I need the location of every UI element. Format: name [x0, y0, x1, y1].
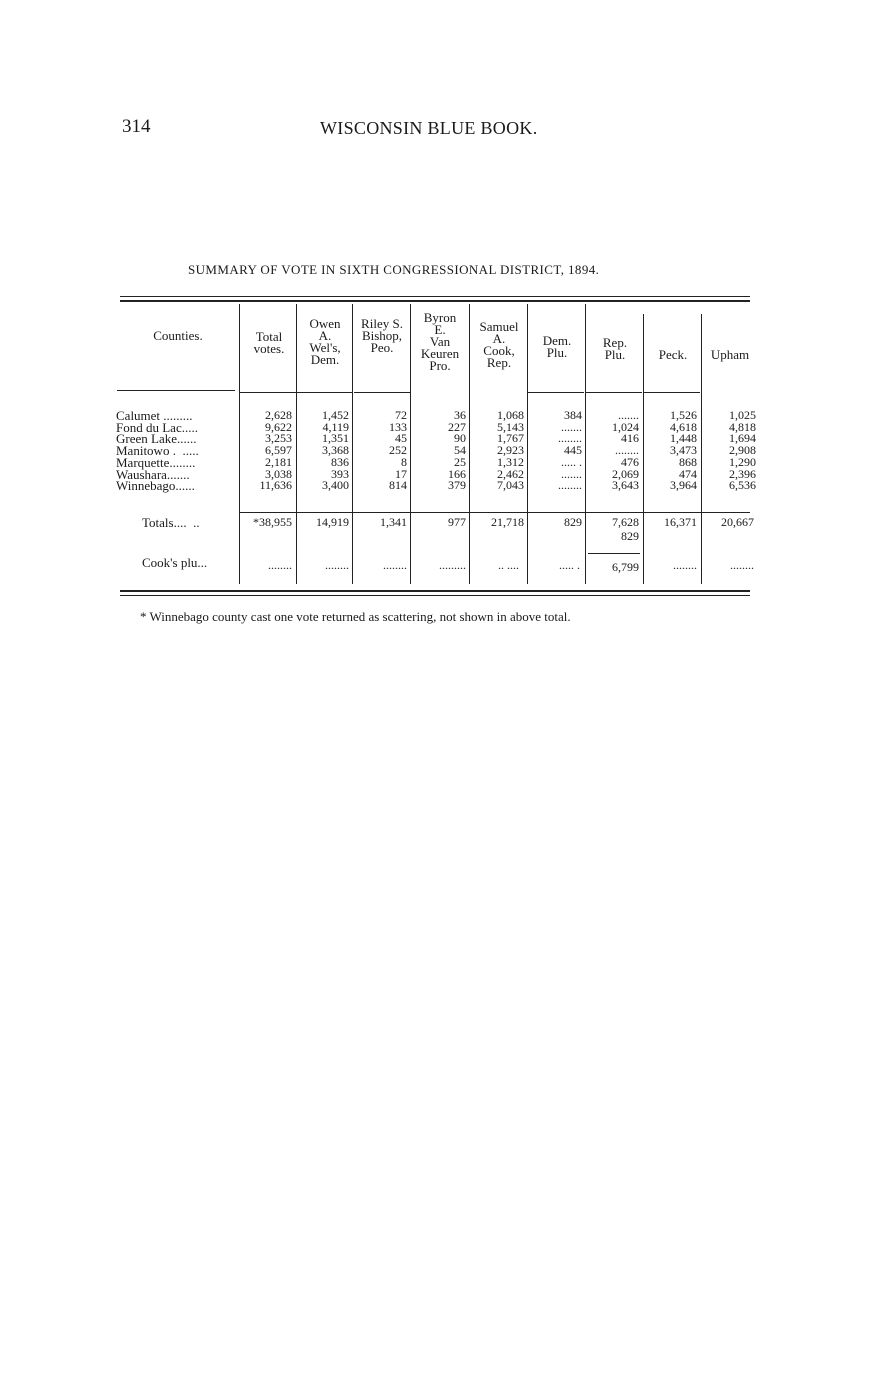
- table-cell-rep-plu: 416: [621, 431, 639, 446]
- county-name: Winnebago......: [116, 478, 195, 494]
- table-cell-samuel: 2,923: [497, 443, 524, 458]
- table-bottom-rule-2: [120, 595, 750, 596]
- rep-plu-sub-rule: [588, 553, 640, 554]
- table-cell-owen: 836: [331, 454, 349, 469]
- header-samuel: Samuel A. Cook, Rep.: [479, 319, 519, 370]
- table-cell-upham: 1,694: [729, 431, 756, 446]
- table-cell-owen: 3,368: [322, 443, 349, 458]
- table-cell-owen: 1,351: [322, 431, 349, 446]
- table-cell-samuel: 5,143: [497, 419, 524, 434]
- header-upham: Upham: [710, 347, 750, 362]
- county-name: Calumet .........: [116, 408, 193, 423]
- totals-upham: 20,667: [721, 515, 754, 529]
- county-name: Waushara.......: [116, 466, 190, 482]
- table-cell-samuel: 2,462: [497, 466, 524, 481]
- header-rule: [586, 392, 642, 393]
- table-cell-total: 2,628: [265, 408, 292, 422]
- table-cell-upham: 1,290: [729, 454, 756, 469]
- page-number: 314: [122, 116, 151, 137]
- table-cell-upham: 6,536: [729, 478, 756, 493]
- table-cell-upham: 1,025: [729, 408, 756, 422]
- cooks-plu-dem-plu: ..... .: [559, 558, 580, 572]
- table-cell-riley: 8: [401, 454, 407, 469]
- table-cell-samuel: 7,043: [497, 478, 524, 493]
- table-cell-rep-plu: 3,643: [612, 478, 639, 493]
- table-cell-total: 6,597: [265, 443, 292, 458]
- cooks-plu-riley: ........: [383, 558, 407, 572]
- totals-riley: 1,341: [380, 515, 407, 529]
- header-rule: [354, 392, 410, 393]
- county-name: Green Lake......: [116, 431, 197, 447]
- table-cell-total: 2,181: [265, 454, 292, 469]
- county-name: Fond du Lac.....: [116, 419, 198, 435]
- table-cell-upham: 2,396: [729, 466, 756, 481]
- cooks-plu-label: Cook's plu...: [142, 555, 208, 570]
- table-cell-byron: 379: [448, 478, 466, 493]
- county-name: Manitowo . .....: [116, 443, 199, 459]
- table-cell-dem-plu: ........: [558, 431, 582, 446]
- totals-total: *38,955: [253, 515, 292, 529]
- table-cell-rep-plu: .......: [618, 408, 639, 422]
- cooks-plu-owen: ........: [325, 558, 349, 572]
- table-cell-owen: 4,119: [322, 419, 349, 434]
- table-cell-byron: 90: [454, 431, 466, 446]
- table-cell-riley: 72: [395, 408, 407, 422]
- totals-samuel: 21,718: [491, 515, 524, 529]
- table-top-rule-2: [120, 300, 750, 302]
- cooks-plu-byron: .........: [439, 558, 466, 572]
- header-rule: [240, 392, 302, 393]
- totals-owen: 14,919: [316, 515, 349, 529]
- table-cell-dem-plu: 384: [564, 408, 582, 422]
- header-counties: Counties.: [153, 328, 203, 343]
- table-cell-dem-plu: ........: [558, 478, 582, 493]
- table-cell-byron: 166: [448, 466, 466, 481]
- table-cell-peck: 4,618: [670, 419, 697, 434]
- table-cell-byron: 54: [454, 443, 466, 458]
- cooks-plu-samuel: .. ....: [498, 558, 519, 572]
- totals-rule: [240, 512, 750, 513]
- table-bottom-rule: [120, 590, 750, 592]
- totals-dem-plu: 829: [564, 515, 582, 529]
- header-riley: Riley S. Bishop, Peo.: [361, 316, 403, 355]
- table-cell-riley: 45: [395, 431, 407, 446]
- table-cell-rep-plu: 476: [621, 454, 639, 469]
- table-cell-peck: 474: [679, 466, 697, 481]
- county-name: Marquette........: [116, 454, 196, 470]
- table-top-rule: [120, 296, 750, 297]
- header-rule: [528, 392, 584, 393]
- table-cell-dem-plu: .......: [561, 466, 582, 481]
- table-cell-upham: 4,818: [729, 419, 756, 434]
- table-cell-peck: 3,473: [670, 443, 697, 458]
- cooks-plu-upham: ........: [730, 558, 754, 572]
- totals-label: Totals.... ..: [142, 515, 200, 530]
- table-cell-riley: 133: [389, 419, 407, 434]
- table-cell-peck: 868: [679, 454, 697, 469]
- totals-byron: 977: [448, 515, 466, 529]
- table-cell-riley: 17: [395, 466, 407, 481]
- totals-rep-plu-minus: 829: [621, 529, 639, 543]
- table-cell-dem-plu: .......: [561, 419, 582, 434]
- table-cell-rep-plu: 1,024: [612, 419, 639, 434]
- table-cell-dem-plu: 445: [564, 443, 582, 458]
- totals-rep-plu: 7,628: [612, 515, 639, 529]
- table-cell-peck: 3,964: [670, 478, 697, 493]
- footnote: * Winnebago county cast one vote returned as scattering, not shown in above total.: [140, 609, 571, 624]
- header-rule: [117, 390, 235, 391]
- table-cell-riley: 252: [389, 443, 407, 458]
- header-dem-plu: Dem. Plu.: [542, 333, 572, 360]
- cooks-plu-rep-plu: 6,799: [612, 560, 639, 574]
- table-title: SUMMARY OF VOTE IN SIXTH CONGRESSIONAL DISTRICT, 1894.: [188, 262, 600, 277]
- table-cell-owen: 393: [331, 466, 349, 481]
- table-cell-rep-plu: 2,069: [612, 466, 639, 481]
- table-cell-byron: 227: [448, 419, 466, 434]
- header-byron: Byron E. Van Keuren Pro.: [420, 310, 460, 373]
- header-total-votes: Total votes.: [253, 329, 285, 356]
- table-cell-samuel: 1,312: [497, 454, 524, 469]
- cooks-plu-peck: ........: [673, 558, 697, 572]
- header-rule: [298, 392, 352, 393]
- table-cell-total: 3,038: [265, 466, 292, 481]
- table-cell-rep-plu: ........: [615, 443, 639, 458]
- header-rule: [644, 392, 700, 393]
- table-cell-total: 3,253: [265, 431, 292, 446]
- table-cell-owen: 3,400: [322, 478, 349, 493]
- cooks-plu-total: ........: [268, 558, 292, 572]
- table-cell-riley: 814: [389, 478, 407, 493]
- table-cell-byron: 36: [454, 408, 466, 422]
- table-cell-samuel: 1,767: [497, 431, 524, 446]
- table-cell-dem-plu: ..... .: [561, 454, 582, 469]
- header-owen: Owen A. Wel's, Dem.: [309, 316, 341, 367]
- table-cell-upham: 2,908: [729, 443, 756, 458]
- totals-peck: 16,371: [664, 515, 697, 529]
- header-rep-plu: Rep. Plu.: [602, 335, 628, 362]
- table-cell-byron: 25: [454, 454, 466, 469]
- table-cell-owen: 1,452: [322, 408, 349, 422]
- header-peck: Peck.: [658, 347, 688, 362]
- table-cell-peck: 1,526: [670, 408, 697, 422]
- table-cell-total: 11,636: [259, 478, 292, 493]
- running-head: WISCONSIN BLUE BOOK.: [320, 118, 538, 138]
- table-cell-peck: 1,448: [670, 431, 697, 446]
- table-cell-samuel: 1,068: [497, 408, 524, 422]
- table-cell-total: 9,622: [265, 419, 292, 434]
